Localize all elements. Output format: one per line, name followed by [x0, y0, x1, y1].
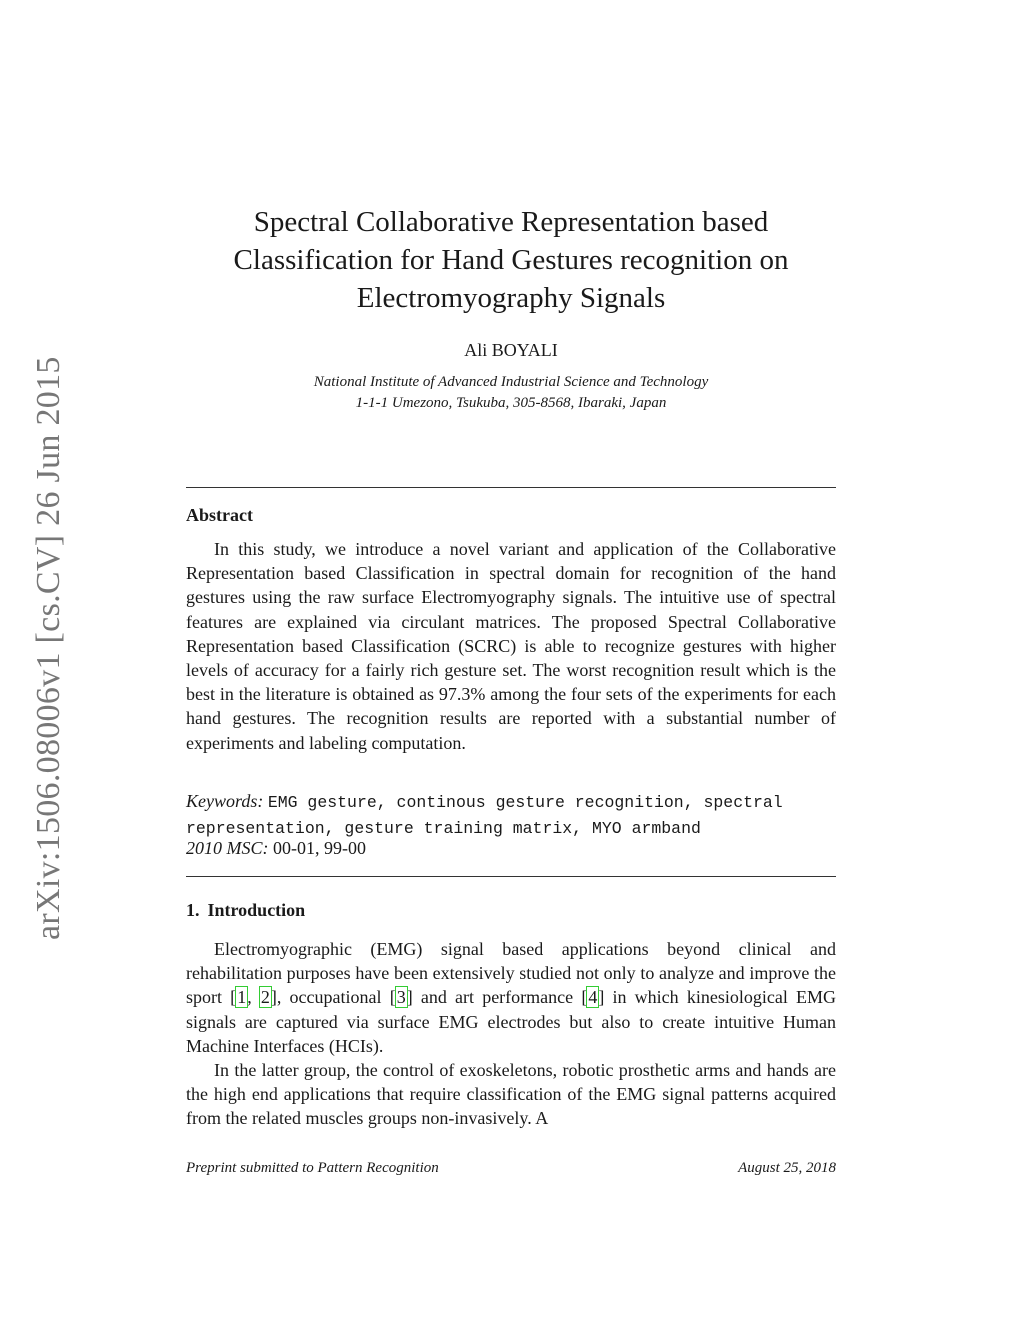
title-line: Spectral Collaborative Representation based: [253, 206, 769, 238]
affiliation-line: National Institute of Advanced Industrial Science and Technology: [313, 374, 709, 390]
keywords: [186, 789, 836, 841]
section-title: Introduction: [207, 900, 306, 920]
intro-text-segment: ,: [247, 987, 260, 1008]
arxiv-identifier: arXiv:1506.08006v1 [cs.CV] 26 Jun 2015: [30, 356, 67, 940]
citation-link-3[interactable]: 3: [396, 987, 406, 1008]
msc-label: 2010 MSC:: [186, 838, 269, 858]
intro-text-segment: ] in which kinesiological EMG signals are captured via surface EMG electrodes but also to create intuitive Human Machine Interfaces (HCIs).: [186, 987, 837, 1056]
paper-title: [186, 203, 836, 317]
msc-value: 00-01, 99-00: [273, 838, 366, 858]
keywords-label: Keywords:: [186, 791, 264, 811]
abstract-heading: Abstract: [186, 505, 253, 525]
abstract-bottom-rule: [186, 876, 836, 877]
abstract-paragraph: In this study, we introduce a novel variant and application of the Collaborative Representation based Classification in spectral domain for recognition of the hand gestures using the raw surface Electromyography signals. The intuitive use of spectral features are explained via circulant matrices. The proposed Spectral Collaborative Representation based Classification (SCRC) is able to recognize gestures with higher levels of accuracy for a fairly rich gesture set. The worst recognition result which is the best in the literature is obtained as 97.3% among the four sets of the experiments for each hand gestures. The recognition results are reported with a substantial number of experiments and labeling computation.: [186, 539, 836, 753]
title-line: Electromyography Signals: [356, 282, 666, 314]
abstract-top-rule: [186, 487, 836, 488]
page-footer: [186, 1160, 836, 1177]
citation-link-2[interactable]: 2: [260, 987, 270, 1008]
footer-journal: Preprint submitted to Pattern Recognition: [186, 1160, 439, 1176]
introduction-body: [186, 937, 836, 1131]
author-name: Ali BOYALI: [464, 340, 558, 360]
intro-paragraph-2: In the latter group, the control of exoskeletons, robotic prosthetic arms and hands are the high end applications that require classification of the EMG signal patterns acquired from the related muscles groups non-invasively. A: [186, 1060, 836, 1129]
section-number: 1.: [186, 900, 200, 920]
intro-text-segment: ] and art performance [: [406, 987, 588, 1008]
intro-paragraph-1: [186, 937, 836, 1058]
intro-text-segment: ], occupational [: [270, 987, 396, 1008]
keywords-value: EMG gesture, continous gesture recognition, spectral representation, gesture training matrix, MYO armband: [186, 793, 783, 839]
title-line: Classification for Hand Gestures recognition on: [233, 244, 789, 276]
affiliation: [186, 372, 836, 414]
citation-link-4[interactable]: 4: [588, 987, 598, 1008]
intro-text-segment: Electromyographic (EMG) signal based applications beyond clinical and rehabilitation purposes have been extensively studied not only to analyze and improve the sport [: [186, 939, 836, 1008]
affiliation-line: 1-1-1 Umezono, Tsukuba, 305-8568, Ibaraki, Japan: [355, 395, 667, 411]
footer-date: August 25, 2018: [738, 1160, 836, 1176]
msc-classification: [186, 838, 366, 859]
section-heading-introduction: [186, 900, 305, 921]
citation-link-1[interactable]: 1: [237, 987, 247, 1008]
abstract-body: [186, 537, 836, 755]
